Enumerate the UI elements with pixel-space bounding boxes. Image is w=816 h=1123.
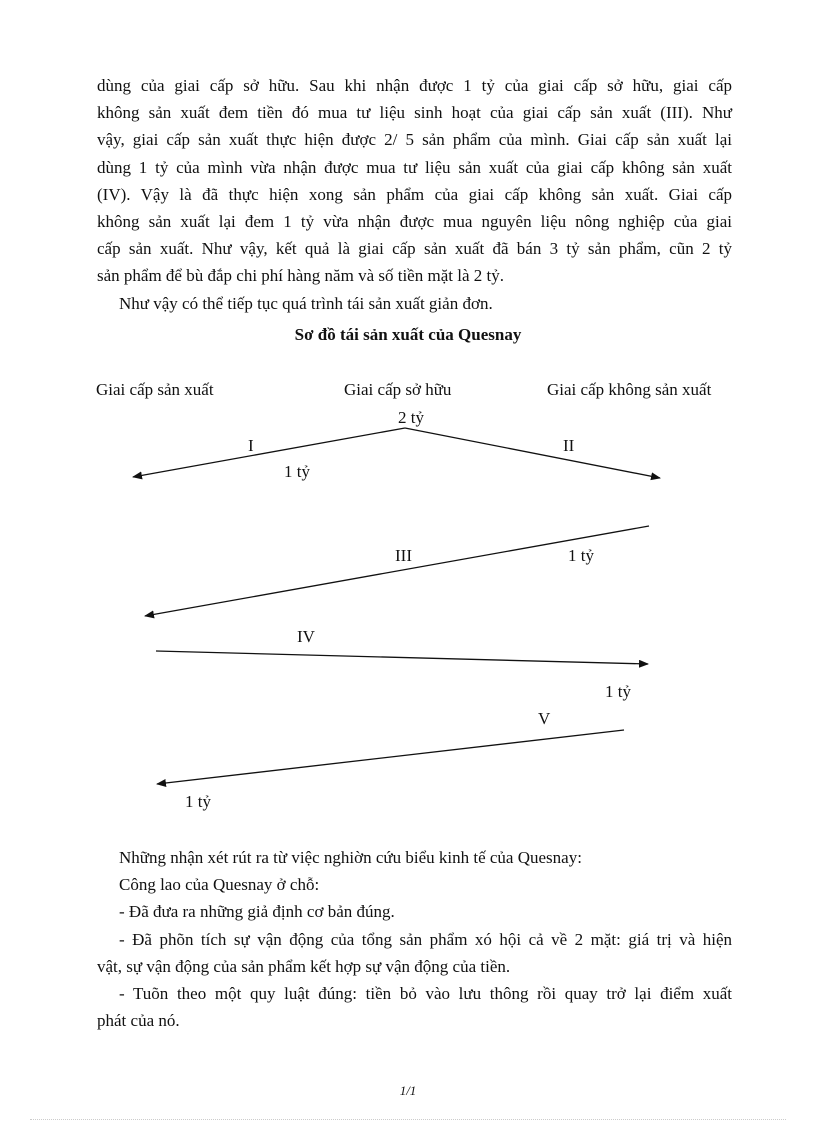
flow-arrow-v: [157, 730, 624, 784]
flow-amount-iii: 1 tỷ: [568, 546, 594, 565]
remark-point-1: - Đã đưa ra những giả định cơ bản đúng.: [119, 902, 395, 922]
flow-label-iv: IV: [297, 627, 315, 646]
remark-point-3-cont: phát của nó.: [97, 1011, 180, 1031]
text-line: dùng 1 tỷ của mình vừa nhận được mua tư liệu sản xuất của giai cấp không sản xuất: [97, 157, 732, 177]
flow-amount-v: 1 tỷ: [185, 792, 211, 811]
flow-label-v: V: [538, 709, 551, 728]
remark-point-2: - Đã phõn tích sự vận động của tổng sản phẩm xó hội cả về 2 mặt: giá trị và hiện: [119, 929, 732, 949]
flow-label-ii: II: [563, 436, 575, 455]
flow-arrow-i: [133, 428, 405, 477]
flow-arrow-iv: [156, 651, 648, 664]
class-producing-label: Giai cấp sản xuất: [96, 380, 214, 399]
flow-label-i: I: [248, 436, 254, 455]
flow-arrow-iii: [145, 526, 649, 616]
diagram-title: Sơ đồ tái sản xuất của Quesnay: [294, 325, 522, 344]
flow-arrow-ii: [405, 428, 660, 478]
flow-amount-iv: 1 tỷ: [605, 682, 631, 701]
text-line: cấp sản xuất. Như vậy, kết quả là giai cấp sản xuất đã bán 3 tỷ sản phẩm, cũn 2 tỷ: [97, 239, 732, 259]
text-line: sản phẩm để bù đắp chi phí hàng năm và số tiền mặt là 2 tỷ.: [97, 266, 504, 286]
flow-label-iii: III: [395, 546, 412, 565]
class-non-producing-label: Giai cấp không sản xuất: [547, 380, 712, 399]
text-line: không sản xuất đem tiền đó mua tư liệu sinh hoạt của giai cấp sản xuất (III). Như: [97, 103, 732, 123]
text-line: vậy, giai cấp sản xuất thực hiện được 2/ 5 sản phẩm của mình. Giai cấp sản xuất lại: [97, 130, 732, 150]
page-number: 1/1: [399, 1083, 417, 1098]
remarks-subheading: Công lao của Quesnay ở chỗ:: [119, 875, 320, 895]
closing-line: Như vậy có thể tiếp tục quá trình tái sản xuất giản đơn.: [119, 293, 493, 313]
text-line: không sản xuất lại đem 1 tỷ vừa nhận được mua nguyên liệu nông nghiệp của giai: [97, 212, 732, 232]
remarks-section: [97, 844, 732, 1034]
remarks-heading: Những nhận xét rút ra từ việc nghiờn cứu biểu kinh tế của Quesnay:: [119, 848, 582, 867]
remark-point-3: - Tuõn theo một quy luật đúng: tiền bỏ vào lưu thông rồi quay trở lại điểm xuất: [119, 984, 732, 1004]
remark-point-2-cont: vật, sự vận động của sản phẩm kết hợp sự vận động của tiền.: [97, 956, 511, 976]
initial-amount-label: 2 tỷ: [398, 408, 424, 427]
text-line: (IV). Vậy là đã thực hiện xong sản phẩm của giai cấp không sản xuất. Giai cấp: [97, 184, 732, 204]
class-owning-label: Giai cấp sở hữu: [344, 380, 452, 399]
text-line: dùng của giai cấp sở hữu. Sau khi nhận được 1 tỷ của giai cấp sở hữu, giai cấp: [97, 76, 732, 95]
flow-amount-i: 1 tỷ: [284, 462, 310, 481]
footer-divider: [30, 1119, 786, 1120]
